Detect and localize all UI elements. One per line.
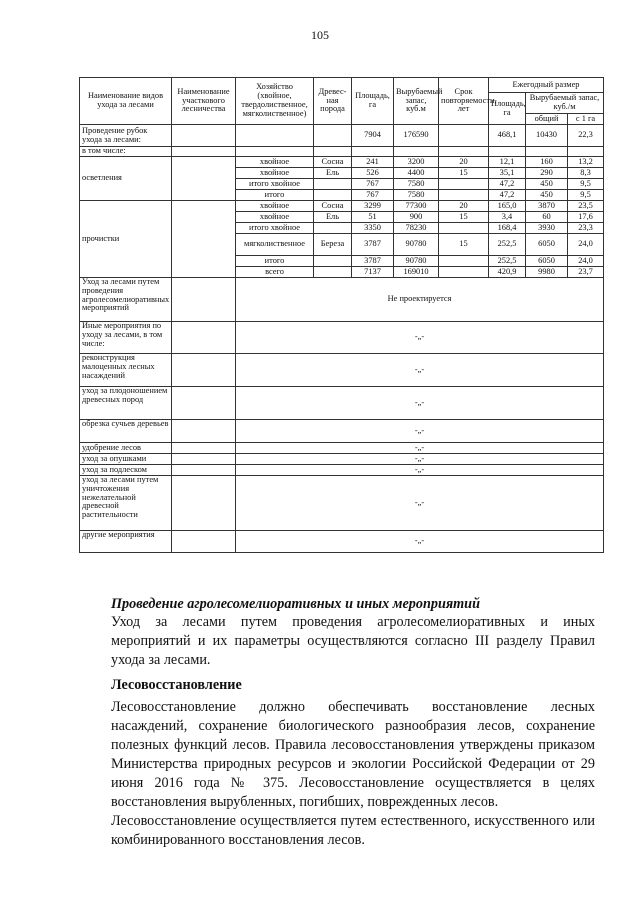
table-cell: хвойное — [236, 157, 314, 168]
table-cell: 252,5 — [489, 256, 526, 267]
ditto-cell: -„- — [236, 387, 604, 420]
table-cell: 15 — [439, 168, 489, 179]
table-cell: итого — [236, 190, 314, 201]
table-cell: другие мероприятия — [80, 531, 172, 553]
table-cell: удобрение лесов — [80, 443, 172, 454]
table-cell — [439, 256, 489, 267]
ditto-cell: -„- — [236, 531, 604, 553]
header-care-type: Наименование видов ухода за лесами — [80, 78, 172, 125]
table-cell: 7137 — [352, 267, 394, 278]
table-cell: 450 — [526, 179, 568, 190]
ditto-cell: -„- — [236, 476, 604, 531]
table-cell: 169010 — [394, 267, 439, 278]
table-cell — [439, 267, 489, 278]
table-cell: 78230 — [394, 223, 439, 234]
table-row — [80, 278, 604, 322]
header-area: Площадь, га — [352, 78, 394, 125]
table-cell: 77300 — [394, 201, 439, 212]
table-cell: 176590 — [394, 125, 439, 147]
section-text-agro — [111, 613, 595, 670]
table-cell: 17,6 — [568, 212, 604, 223]
table-cell: 10430 — [526, 125, 568, 147]
table-cell: Сосна — [314, 157, 352, 168]
table-cell: реконструкция малоценных лесных насаждений — [80, 354, 172, 387]
table-cell: 165,0 — [489, 201, 526, 212]
table-cell: итого хвойное — [236, 179, 314, 190]
table-cell: 6050 — [526, 256, 568, 267]
table-cell: 35,1 — [489, 168, 526, 179]
table-cell: 90780 — [394, 256, 439, 267]
table-cell: 3200 — [394, 157, 439, 168]
header-volume-per-ha: с 1 га — [568, 114, 604, 125]
table-cell: всего — [236, 267, 314, 278]
header-economy: Хозяйство (хвойное, твердолиственное, мягколиственное) — [236, 78, 314, 125]
table-cell: хвойное — [236, 201, 314, 212]
table-row — [80, 147, 604, 157]
table-cell: 7904 — [352, 125, 394, 147]
header-forestry: Наименование участкового лесничества — [172, 78, 236, 125]
table-cell: хвойное — [236, 168, 314, 179]
table-cell: 23,7 — [568, 267, 604, 278]
table-cell — [314, 267, 352, 278]
not-planned-cell: Не проектируется — [236, 278, 604, 322]
table-cell: 4400 — [394, 168, 439, 179]
table-cell: 60 — [526, 212, 568, 223]
table-cell: 9,5 — [568, 179, 604, 190]
table-cell: в том числе: — [80, 147, 172, 157]
ditto-cell: -„- — [236, 420, 604, 443]
table-row — [80, 531, 604, 553]
table-cell: 3350 — [352, 223, 394, 234]
ditto-cell: -„- — [236, 465, 604, 476]
table-cell: 47,2 — [489, 190, 526, 201]
table-row — [80, 476, 604, 531]
table-cell: Иные мероприятия по уходу за лесами, в том числе: — [80, 322, 172, 354]
section-heading-agro: Проведение агролесомелиоративных и иных мероприятий — [111, 596, 480, 612]
table-cell: обрезка сучьев деревьев — [80, 420, 172, 443]
table-cell: мягколиственное — [236, 234, 314, 256]
page-number: 105 — [311, 28, 329, 42]
table-cell: уход за подлеском — [80, 465, 172, 476]
table-cell: 767 — [352, 190, 394, 201]
table-row — [80, 354, 604, 387]
table-cell: 23,5 — [568, 201, 604, 212]
table-cell: 3299 — [352, 201, 394, 212]
table-cell: 51 — [352, 212, 394, 223]
table-cell: 168,4 — [489, 223, 526, 234]
table-cell: 9,5 — [568, 190, 604, 201]
table-cell: хвойное — [236, 212, 314, 223]
table-cell: 15 — [439, 234, 489, 256]
paragraph: Уход за лесами путем проведения агролесомелиоративных и иных мероприятий и их параметры осуществляются согласно III разделу Правил ухода за лесами. — [111, 614, 595, 668]
table-cell: Ель — [314, 168, 352, 179]
section-text-reforestation — [111, 698, 595, 850]
table-row — [80, 125, 604, 147]
table-cell — [314, 179, 352, 190]
table-cell: Уход за лесами путем проведения агролесомелиоративных мероприятий — [80, 278, 172, 322]
table-cell: 20 — [439, 201, 489, 212]
table-cell: уход за опушками — [80, 454, 172, 465]
paragraph: Лесовосстановление осуществляется путем естественного, искусственного или комбинированного восстановления лесов. — [111, 813, 595, 848]
table-cell: 290 — [526, 168, 568, 179]
header-species: Древес-ная порода — [314, 78, 352, 125]
header-volume-total: общий — [526, 114, 568, 125]
table-cell: 7580 — [394, 179, 439, 190]
table-cell: 420,9 — [489, 267, 526, 278]
header-annual-volume: Вырубаемый запас, куб./м — [526, 93, 604, 114]
table-cell: 526 — [352, 168, 394, 179]
table-cell: 12,1 — [489, 157, 526, 168]
table-cell: 23,3 — [568, 223, 604, 234]
table-cell — [314, 256, 352, 267]
table-cell: 47,2 — [489, 179, 526, 190]
table-cell — [439, 179, 489, 190]
table-cell: 241 — [352, 157, 394, 168]
paragraph: Лесовосстановление должно обеспечивать восстановление лесных насаждений, сохранение биологического разнообразия лесов, сохранение полезных функций лесов. Правила лесовосстановления утверждены приказом Министерства природных ресурсов и экологии Российской Федерации от 29 июня 2016 года № 375. Лесовосстановление осуществляется в целях восстановления вырубленных, погибших, поврежденных лесов. — [111, 699, 595, 810]
table-row — [80, 454, 604, 465]
table-cell: уход за плодоношением древесных пород — [80, 387, 172, 420]
table-cell: 160 — [526, 157, 568, 168]
table-cell: итого хвойное — [236, 223, 314, 234]
table-cell: 3930 — [526, 223, 568, 234]
table-cell — [439, 190, 489, 201]
table-row — [80, 387, 604, 420]
table-cell: 22,3 — [568, 125, 604, 147]
table-row — [80, 420, 604, 443]
table-cell — [314, 223, 352, 234]
table-cell: Береза — [314, 234, 352, 256]
table-cell: 90780 — [394, 234, 439, 256]
table-row — [80, 465, 604, 476]
table-cell: 6050 — [526, 234, 568, 256]
table-cell: 9980 — [526, 267, 568, 278]
table-row — [80, 157, 604, 168]
table-cell: 24,0 — [568, 234, 604, 256]
header-repeat-period: Срок повторяемости, лет — [439, 78, 489, 125]
ditto-cell: -„- — [236, 354, 604, 387]
table-cell: 8,3 — [568, 168, 604, 179]
ditto-cell: -„- — [236, 322, 604, 354]
header-volume: Вырубаемый запас, куб.м — [394, 78, 439, 125]
table-row — [80, 443, 604, 454]
table-cell: 7580 — [394, 190, 439, 201]
table-cell: осветления — [80, 157, 172, 201]
care-measures-table — [79, 77, 604, 553]
table-cell: 3,4 — [489, 212, 526, 223]
ditto-cell: -„- — [236, 443, 604, 454]
ditto-cell: -„- — [236, 454, 604, 465]
header-annual-size: Ежегодный размер — [489, 78, 604, 93]
table-cell: 13,2 — [568, 157, 604, 168]
section-heading-reforestation: Лесовосстановление — [111, 677, 242, 693]
table-row — [80, 201, 604, 212]
table-cell: прочистки — [80, 201, 172, 278]
table-cell: 24,0 — [568, 256, 604, 267]
table-cell: 900 — [394, 212, 439, 223]
table-row — [80, 322, 604, 354]
table-cell — [314, 190, 352, 201]
table-cell — [439, 223, 489, 234]
header-annual-area: Площадь, га — [489, 93, 526, 125]
table-cell: Сосна — [314, 201, 352, 212]
table-cell: итого — [236, 256, 314, 267]
table-cell: 20 — [439, 157, 489, 168]
table-cell: 450 — [526, 190, 568, 201]
table-cell: 767 — [352, 179, 394, 190]
table-cell: 3870 — [526, 201, 568, 212]
table-cell: уход за лесами путем уничтожения нежелательной древесной растительности — [80, 476, 172, 531]
table-cell: 3787 — [352, 234, 394, 256]
table-cell: 252,5 — [489, 234, 526, 256]
table-cell: 15 — [439, 212, 489, 223]
table-cell: 468,1 — [489, 125, 526, 147]
table-cell: Ель — [314, 212, 352, 223]
table-cell: 3787 — [352, 256, 394, 267]
table-cell: Проведение рубок ухода за лесами: — [80, 125, 172, 147]
